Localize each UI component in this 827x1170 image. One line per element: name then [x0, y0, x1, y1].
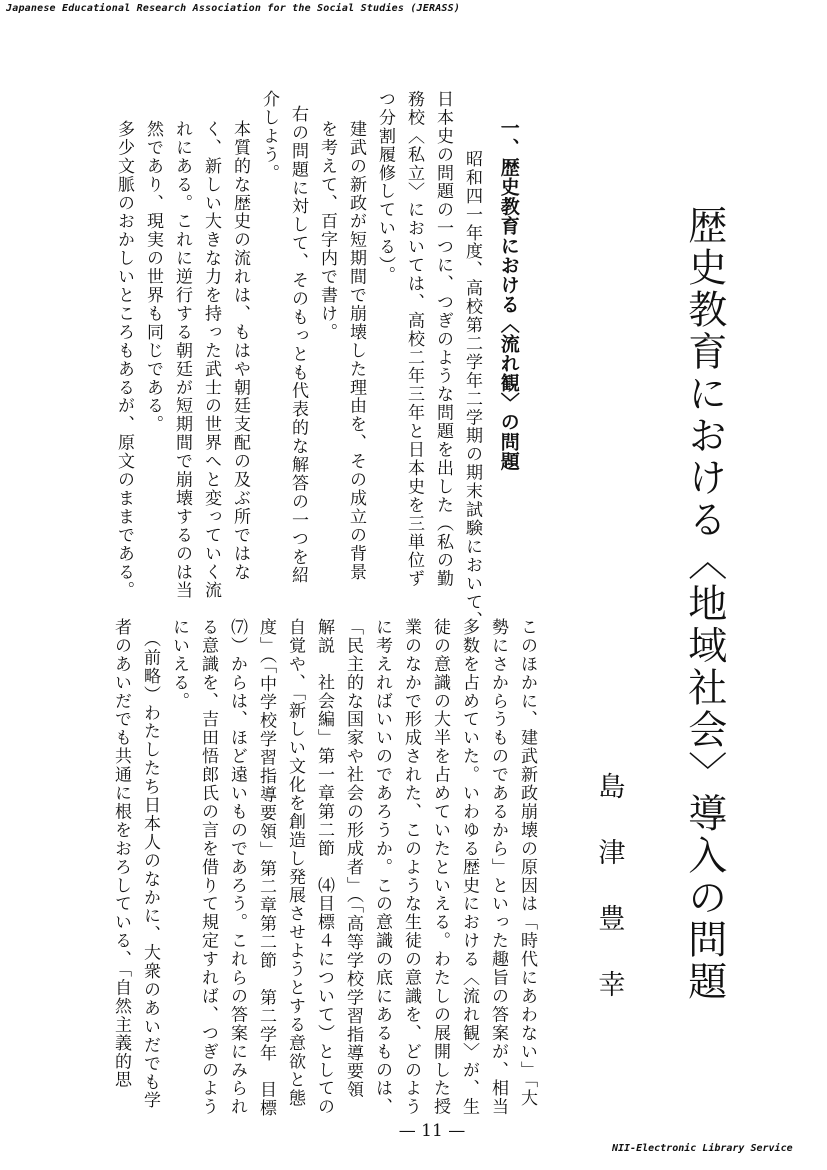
student-answer-column: く、新しい大きな力を持った武士の世界へと変っていく流: [201, 120, 221, 600]
body-column: 多少文脈のおかしいところもあるが、原文のままである。: [114, 120, 134, 600]
quotation-column: 者のあいだでも共通に根をおろしている、「自然主義的思: [111, 618, 131, 1090]
body-column: 業のなかで形成された、このような生徒の意識を、どのよう: [401, 618, 421, 1117]
body-column: 昭和四一年度、高校第二学年二学期の期末試験において、: [462, 150, 482, 630]
library-footer: NII-Electronic Library Service: [612, 1143, 793, 1154]
body-column: 「民主的な国家や社会の形成者」（「高等学校学習指導要領: [343, 618, 363, 1100]
body-column: に考えればいいのであろうか。この意識の底にあるものは、: [372, 618, 392, 1117]
article-title: 歴史教育における〈地域社会〉導入の問題: [681, 205, 727, 1003]
body-column: 右の問題に対して、そのもっとも代表的な解答の一つを紹: [288, 105, 308, 585]
body-column: 介しよう。: [259, 90, 279, 183]
body-column: 勢にさからうものであるから」といった趣旨の答案が、相当: [488, 618, 508, 1117]
body-column: 解説 社会編」第一章第二節 ⑷目標４について）としての: [314, 618, 334, 1117]
body-column: 度」（「中学校学習指導要領」第二章第二節 第二学年 目標: [256, 618, 276, 1118]
student-answer-column: れにある。これに逆行する朝廷が短期間で崩壊するのは当: [172, 120, 192, 600]
body-column: 日本史の問題の一つに、つぎのような問題を出した（私の勤: [433, 90, 453, 589]
body-column: つ分割履修している）。: [375, 90, 395, 285]
quotation-column: （前略）わたしたち日本人のなかに、大衆のあいだでも学: [140, 630, 160, 1110]
body-column: 多数を占めていた。いわゆる歴史における〈流れ観〉が、生: [459, 618, 479, 1117]
body-column: る意識を、吉田悟郎氏の言を借りて規定すれば、つぎのよう: [198, 618, 218, 1117]
body-column: 自覚や、「新しい文化を創造し発展させようとする意欲と態: [285, 618, 305, 1108]
exam-question-column: を考えて、百字内で書け。: [317, 120, 337, 342]
exam-question-column: 建武の新政が短期間で崩壊した理由を、その成立の背景: [346, 120, 366, 582]
page-number: — 11 —: [398, 1121, 466, 1141]
author-name: 島津豊幸: [593, 772, 625, 1036]
body-column: 徒の意識の大半を占めていたといえる。わたしの展開した授: [430, 618, 450, 1117]
body-column: 務校〈私立〉においては、高校二年三年と日本史を三単位ず: [404, 90, 424, 589]
section-heading: 一、歴史教育における〈流れ観〉の問題: [497, 118, 520, 471]
body-column: にいえる。: [169, 618, 189, 711]
student-answer-column: 然であり、現実の世界も同じである。: [143, 120, 163, 434]
journal-header: Japanese Educational Research Association for the Social Studies (JERASS): [6, 3, 461, 14]
student-answer-column: 本質的な歴史の流れは、もはや朝廷支配の及ぶ所ではな: [230, 120, 250, 582]
body-column: ⑺）からは、ほど遠いものであろう。これらの答案にみられ: [227, 618, 247, 1117]
body-column: このほかに、建武新政崩壊の原因は「時代にあわない」「大: [517, 618, 537, 1108]
